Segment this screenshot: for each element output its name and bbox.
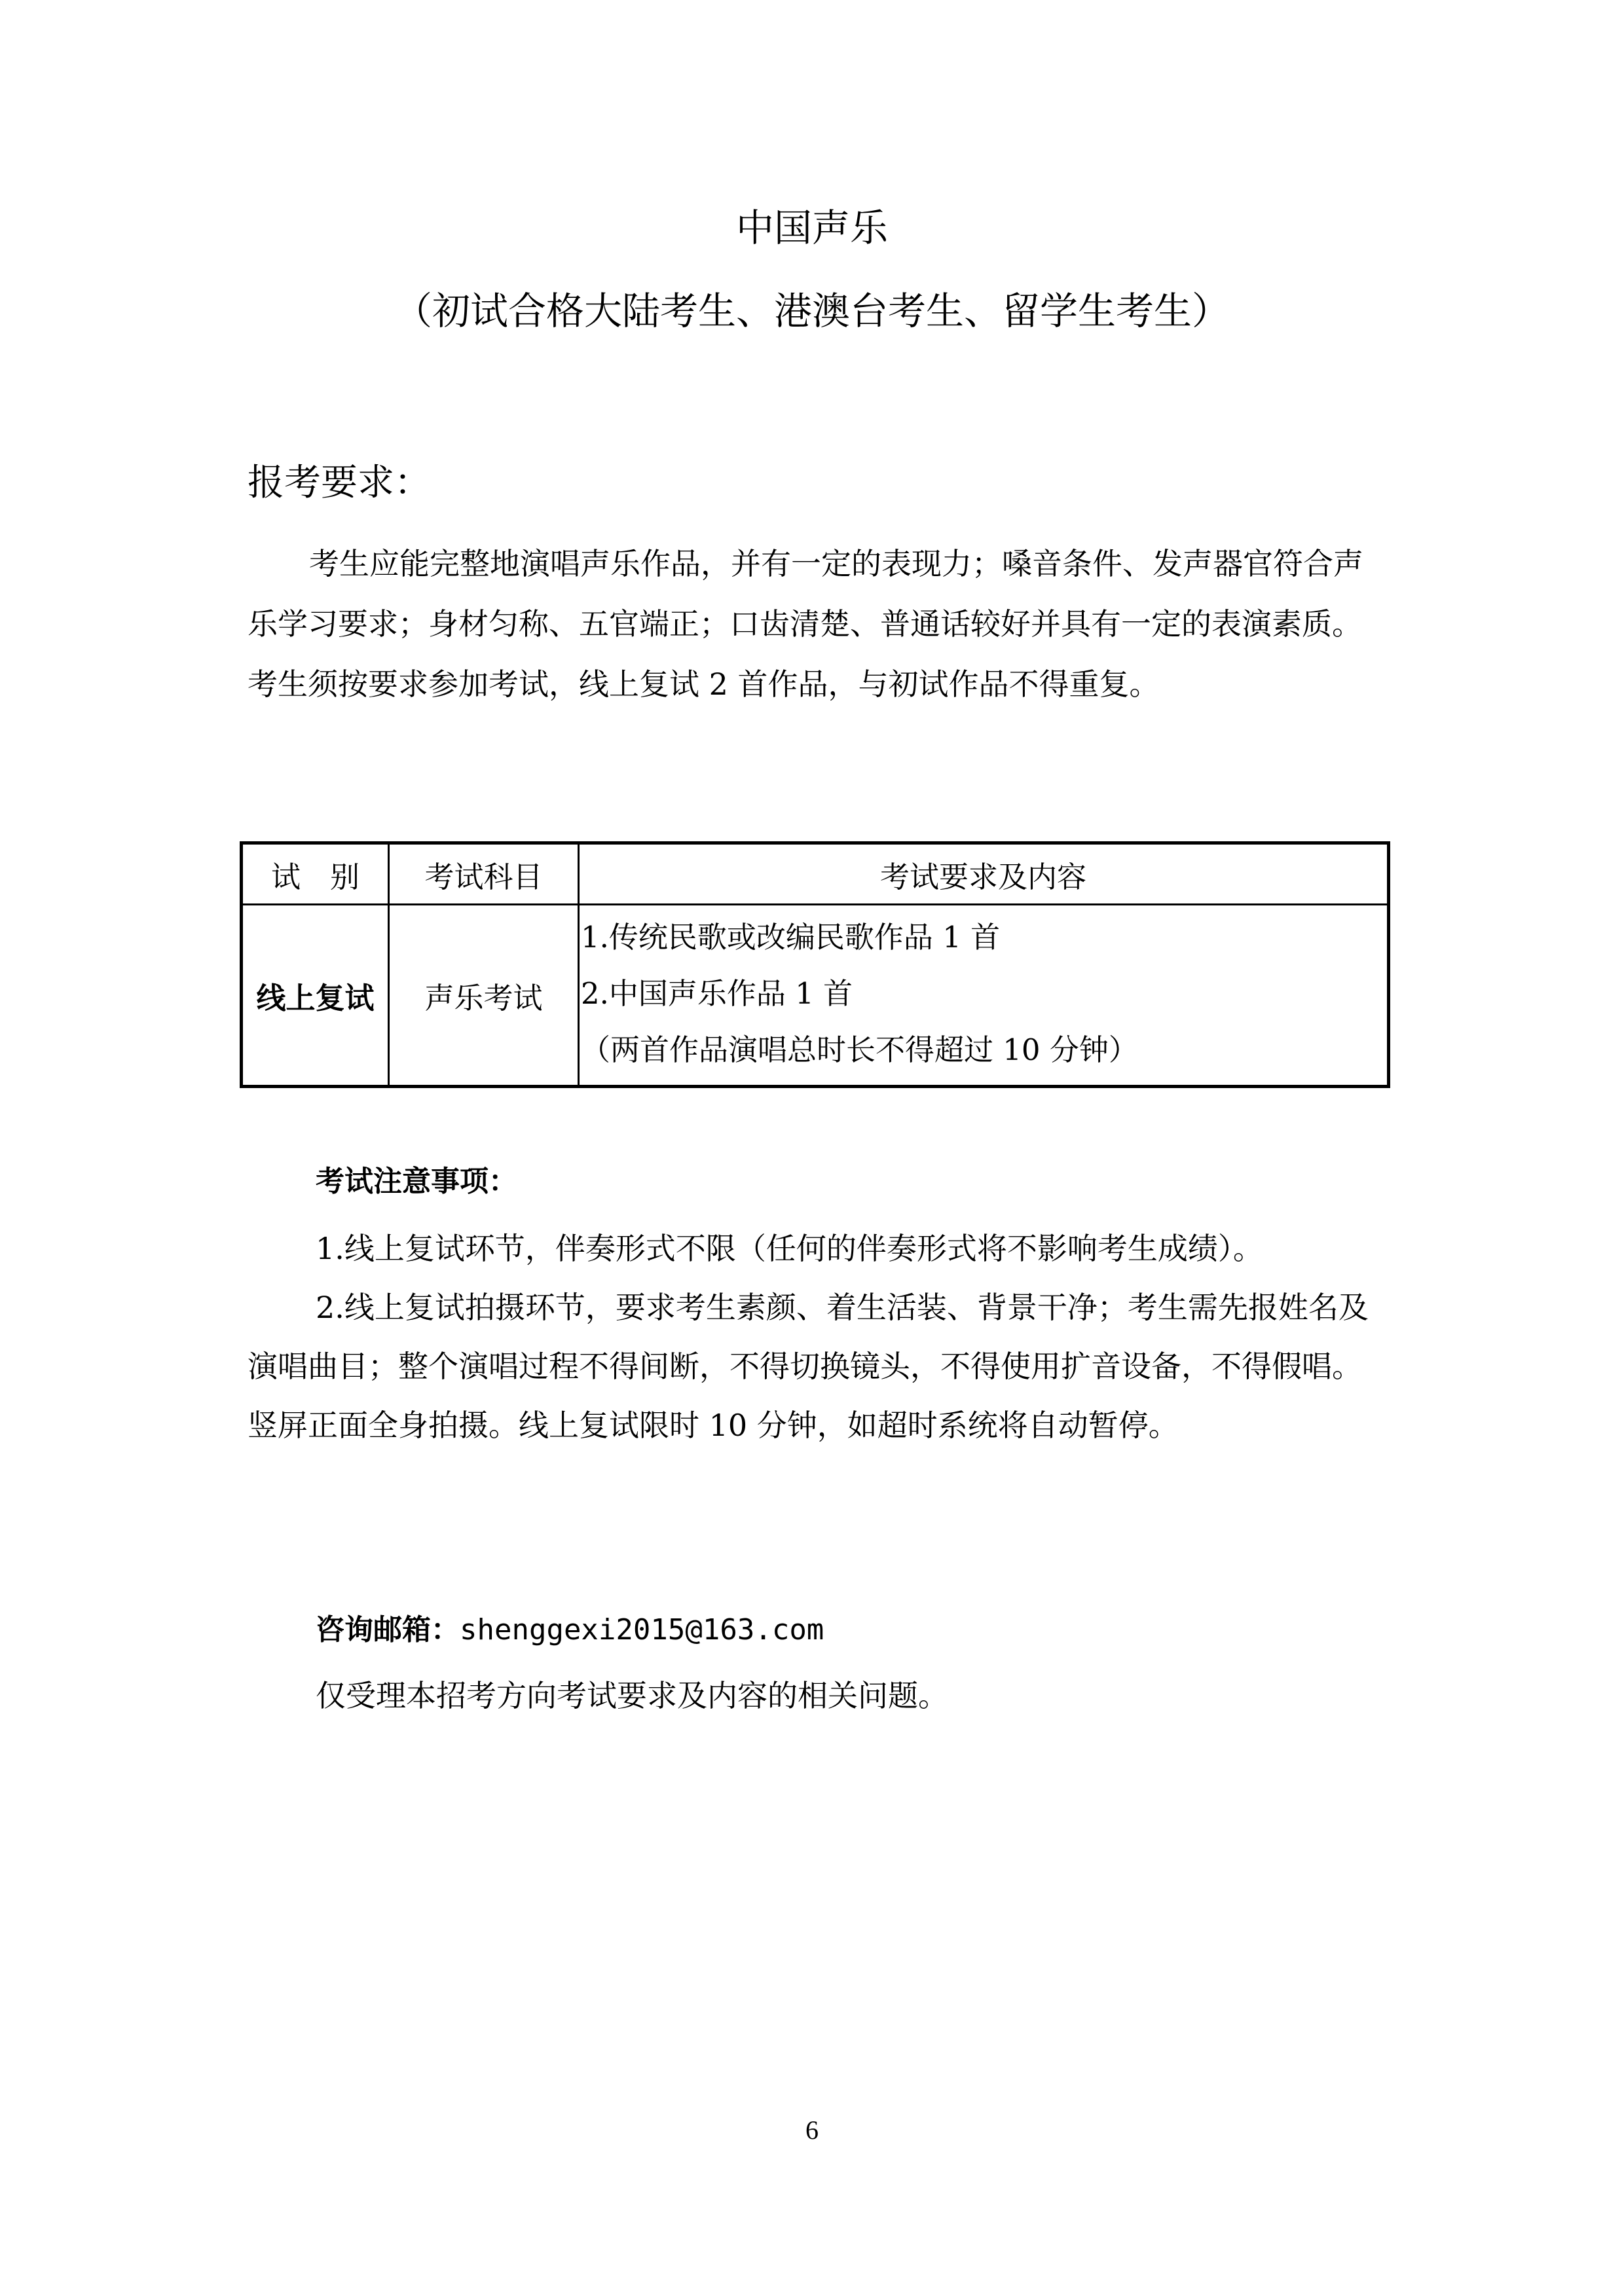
contact-line — [316, 1607, 824, 1660]
cell-exam-subject: 声乐考试 — [389, 905, 579, 1087]
note-item-2: 2.线上复试拍摄环节，要求考生素颜、着生活装、背景干净；考生需先报姓名及演唱曲目；整个演唱过程不得间断，不得切换镜头，不得使用扩音设备，不得假唱。 竖屏正面全身拍摄。线上复试限时 10 分钟，如超时系统将自动暂停。 — [248, 1290, 1369, 1443]
notes-list — [248, 1219, 1371, 1455]
cell-exam-type: 线上复试 — [242, 905, 389, 1087]
contact-email: shenggexi2015@163.com — [460, 1613, 824, 1647]
requirements-paragraph: 考生应能完整地演唱声乐作品，并有一定的表现力；嗓音条件、发声器官符合声乐学习要求；身材匀称、五官端正；口齿清楚、普通话较好并具有一定的表演素质。考生须按要求参加考试，线上复试 2 首作品，与初试作品不得重复。 — [248, 546, 1363, 702]
cell-exam-content — [579, 905, 1389, 1087]
table-row — [242, 905, 1389, 1087]
contact-label: 咨询邮箱： — [316, 1613, 460, 1647]
header-exam-subject: 考试科目 — [389, 843, 579, 905]
notes-heading: 考试注意事项： — [316, 1165, 517, 1198]
contact-scope: 仅受理本招考方向考试要求及内容的相关问题。 — [316, 1678, 948, 1713]
requirements-heading: 报考要求： — [248, 462, 431, 504]
page-subtitle: （初试合格大陆考生、港澳台考生、留学生考生） — [394, 289, 1230, 333]
content-line-1: 1.传统民歌或改编民歌作品 1 首 — [581, 920, 1001, 955]
content-line-2: 2.中国声乐作品 1 首 — [581, 976, 853, 1011]
page-title: 中国声乐 — [735, 206, 888, 250]
table-header-row — [242, 843, 1389, 905]
header-exam-type: 试 别 — [242, 843, 389, 905]
exam-table — [240, 841, 1390, 1088]
note-item-1: 1.线上复试环节，伴奏形式不限（任何的伴奏形式将不影响考生成绩）。 — [316, 1231, 1263, 1266]
page-number: 6 — [805, 2115, 819, 2145]
content-line-3: （两首作品演唱总时长不得超过 10 分钟） — [581, 1032, 1138, 1067]
header-exam-content: 考试要求及内容 — [579, 843, 1389, 905]
